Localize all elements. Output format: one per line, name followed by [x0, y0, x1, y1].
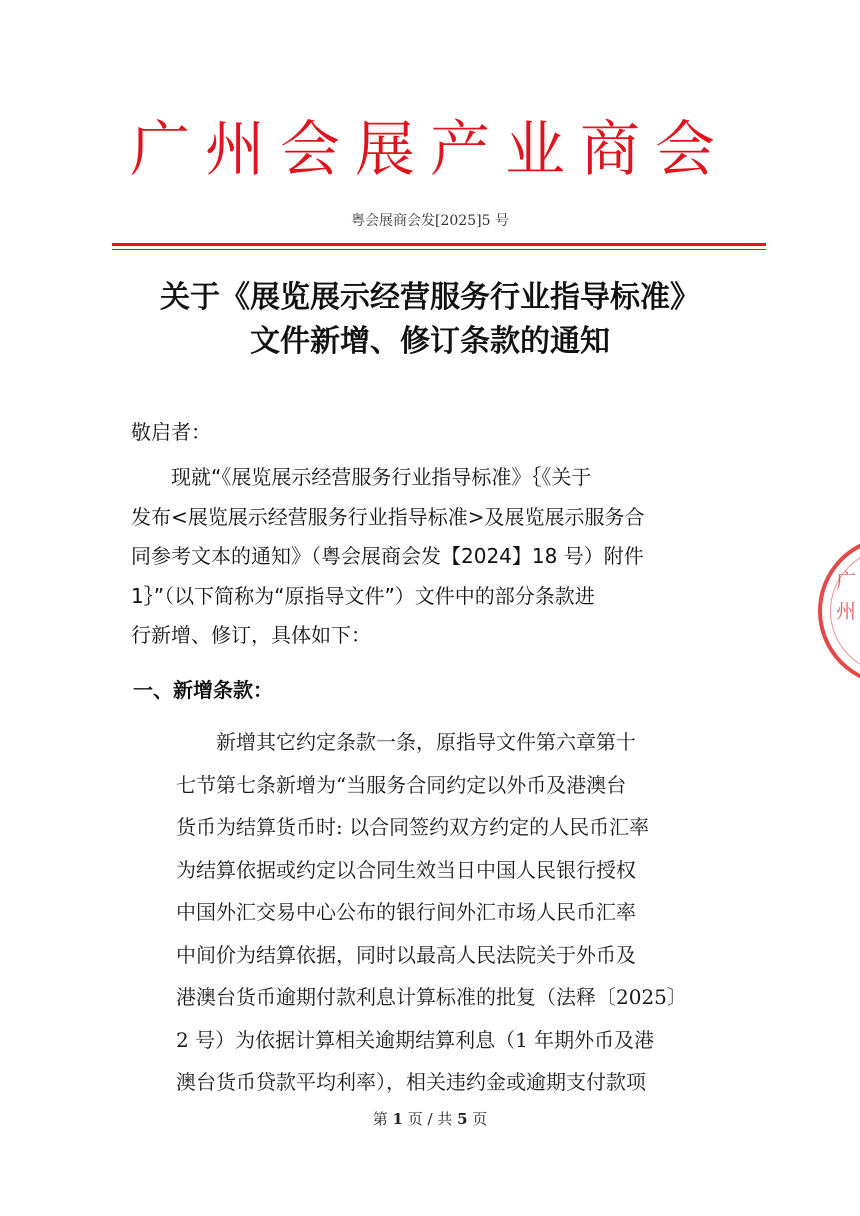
official-seal-stamp — [818, 536, 860, 686]
clause-line: 2 号）为依据计算相关逾期结算利息（1 年期外币及港 — [176, 1027, 655, 1052]
salutation: 敬启者： — [131, 420, 211, 444]
total-page-number: 5 — [457, 1110, 468, 1128]
footer-prefix: 第 — [372, 1110, 388, 1128]
page-footer — [0, 1109, 860, 1129]
intro-line: 同参考文本的通知》（粤会展商会发【2024】18 号）附件 — [131, 544, 644, 568]
intro-line: 1｝”（以下简称为“原指导文件”）文件中的部分条款进 — [131, 583, 595, 608]
intro-paragraph — [131, 458, 731, 656]
header-divider-thick — [112, 243, 766, 246]
intro-line: 行新增、修订，具体如下： — [131, 623, 371, 647]
clause-line: 中间价为结算依据，同时以最高人民法院关于外币及 — [176, 942, 636, 967]
document-number: 粤会展商会发[2025]5 号 — [351, 213, 509, 229]
clause-line: 中国外汇交易中心公布的银行间外汇市场人民币汇率 — [176, 900, 636, 924]
document-title — [90, 276, 770, 364]
title-line-1: 关于《展览展示经营服务行业指导标准》 — [160, 280, 700, 315]
footer-suffix: 页 — [472, 1110, 488, 1128]
new-clause-paragraph — [176, 721, 736, 1104]
clause-line: 为结算依据或约定以合同生效当日中国人民银行授权 — [176, 857, 636, 882]
clause-line: 港澳台货币逾期付款利息计算标准的批复（法释〔2025〕 — [176, 985, 687, 1009]
footer-middle: 页 / 共 — [407, 1110, 453, 1128]
clause-line: 澳台货币贷款平均利率），相关违约金或逾期支付款项 — [176, 1070, 646, 1094]
clause-line: 新增其它约定条款一条，原指导文件第六章第十 — [176, 730, 636, 754]
intro-line: 发布<展览展示经营服务行业指导标准>及展览展示服务合 — [131, 504, 645, 529]
clause-line: 货币为结算货币时: 以合同签约双方约定的人民币汇率 — [176, 815, 650, 839]
header-divider-thin — [112, 249, 766, 250]
title-line-2: 文件新增、修订条款的通知 — [250, 324, 610, 359]
section-heading-new-clauses: 一、新增条款： — [133, 678, 273, 702]
seal-marking: 广 州 — [836, 569, 856, 623]
intro-line: 现就“《展览展示经营服务行业指导标准》｛《关于 — [131, 465, 592, 489]
current-page-number: 1 — [392, 1110, 403, 1128]
org-name-header: 广州会展产业商会 — [130, 115, 730, 185]
clause-line: 七节第七条新增为“当服务合同约定以外币及港澳台 — [176, 772, 627, 797]
